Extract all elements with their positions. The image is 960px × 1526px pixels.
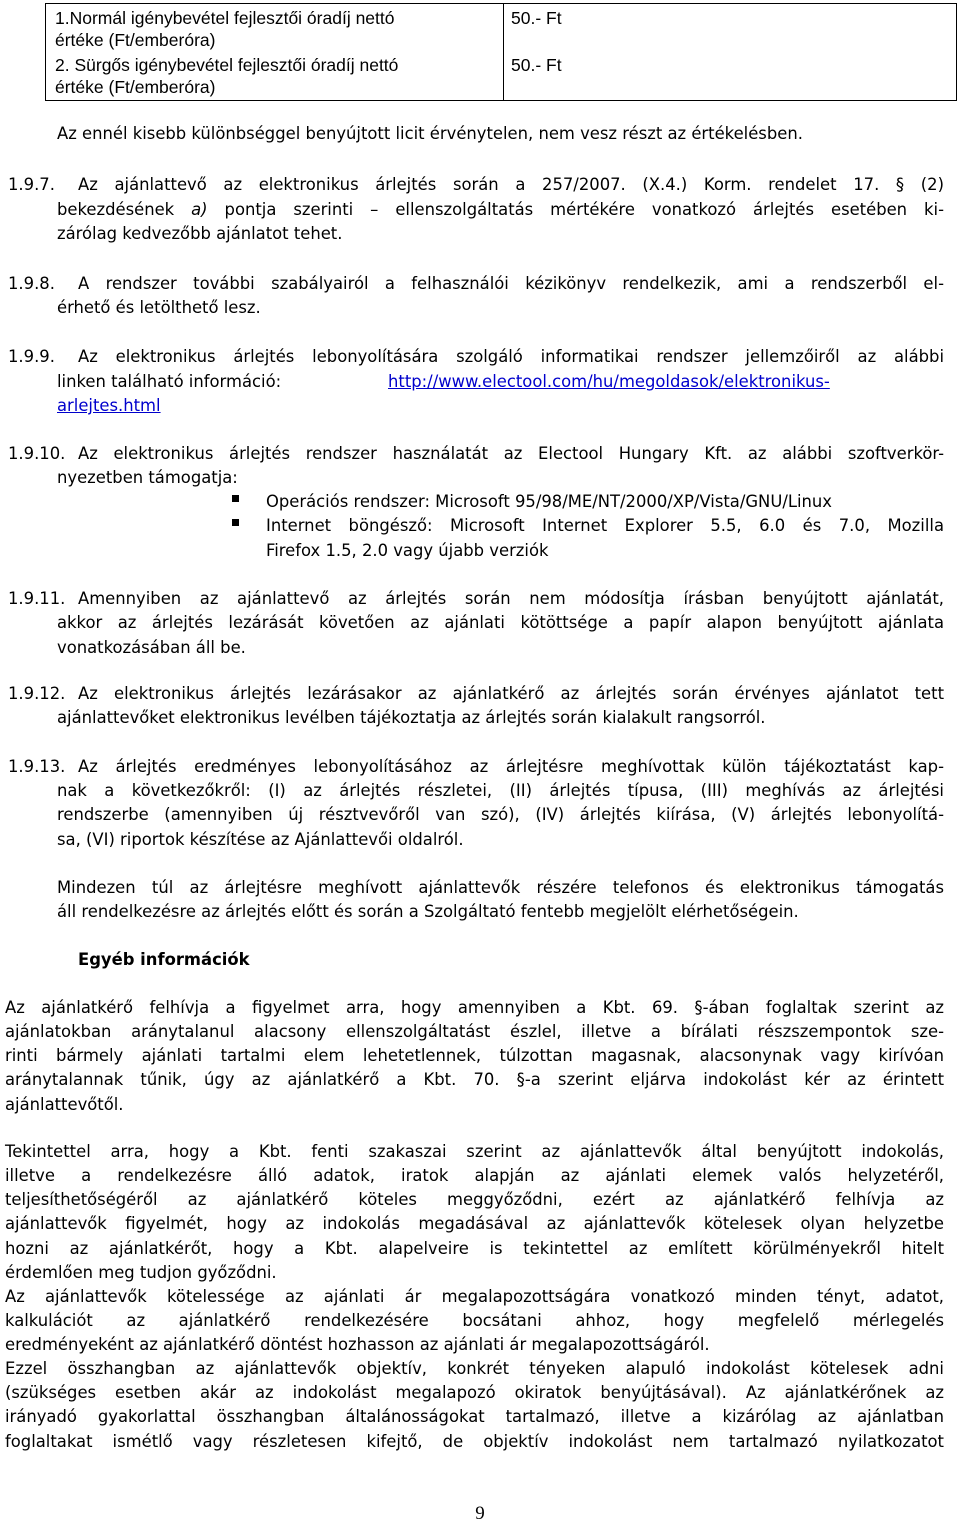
section-text: Az elektronikus árlejtés lezárásakor az ajánlatkérő az árlejtés során érvényes ajánlatot tett	[78, 684, 944, 703]
square-bullet-icon	[232, 519, 239, 526]
section-text: Az elektronikus árlejtés rendszer használatát az Electool Hungary Kft. az alábbi szoftverkör-	[78, 444, 944, 463]
section-text: rendszerbe (amennyiben új résztvevőről van szó), (IV) árlejtés kiírása, (V) árlejtés lebonyolítá-	[57, 805, 944, 824]
section-text: linken található információ:	[57, 372, 282, 391]
electool-link[interactable]: http://www.electool.com/hu/megoldasok/elektronikus-	[388, 372, 830, 391]
table-divider	[503, 4, 504, 100]
section-text: Az elektronikus árlejtés lebonyolítására szolgáló informatikai rendszer jellemzőiről az alábbi	[78, 347, 944, 366]
section-text: bekezdésének a) pontja szerinti – ellenszolgáltatás mértékére vonatkozó árlejtés esetében ki-	[57, 200, 944, 219]
paragraph-line: (szükséges esetben akár az indokolást megalapozó okiratok benyújtásával). Az ajánlatkérőnek az	[5, 1383, 944, 1402]
paragraph-line: áll rendelkezésre az árlejtés előtt és során a Szolgáltató fentebb megjelölt elérhetőségein.	[57, 902, 799, 921]
paragraph-line: eredményeként az ajánlatkérő döntést hozhasson az ajánlati ár megalapozottságáról.	[5, 1335, 710, 1354]
section-number: 1.9.9.	[8, 347, 55, 366]
bullet-text: Firefox 1.5, 2.0 vagy újabb verziók	[266, 541, 549, 560]
paragraph-line: aránytalannak tűnik, úgy az ajánlatkérő a Kbt. 70. §-a szerint eljárva indokolást kér az érintett	[5, 1070, 944, 1089]
other-info-heading: Egyéb információk	[78, 950, 250, 969]
table-row-2-value: 50.- Ft	[511, 55, 562, 75]
section-number: 1.9.8.	[8, 274, 55, 293]
electool-link-continued[interactable]: arlejtes.html	[57, 396, 161, 415]
paragraph-line: Tekintettel arra, hogy a Kbt. fenti szakaszai szerint az ajánlattevők által benyújtott indokolás,	[5, 1142, 944, 1161]
section-text: Az ajánlattevő az elektronikus árlejtés során a 257/2007. (X.4.) Korm. rendelet 17. § (2)	[78, 175, 944, 194]
section-number: 1.9.12.	[8, 684, 66, 703]
table-row-1-label: 1.Normál igénybevétel fejlesztői óradíj nettó értéke (Ft/emberóra)	[55, 8, 395, 50]
bid-note: Az ennél kisebb különbséggel benyújtott licit érvénytelen, nem vesz részt az értékelésben.	[57, 124, 803, 143]
bullet-text: Internet böngésző: Microsoft Internet Explorer 5.5, 6.0 és 7.0, Mozilla	[266, 516, 944, 535]
paragraph-line: Az ajánlatkérő felhívja a figyelmet arra, hogy amennyiben a Kbt. 69. §-ában foglaltak szerint az	[5, 998, 944, 1017]
paragraph-line: teljesíthetőségéről az ajánlatkérő köteles meggyőződni, ezért az ajánlatkérő felhívja az	[5, 1190, 944, 1209]
paragraph-line: Ezzel összhangban az ajánlattevők objektív, konkrét tényeken alapuló indokolást kötelesek adni	[5, 1359, 944, 1378]
section-number: 1.9.7.	[8, 175, 55, 194]
section-number: 1.9.13.	[8, 757, 66, 776]
section-text: Az árlejtés eredményes lebonyolításához az árlejtésre meghívottak külön tájékoztatást kap-	[78, 757, 944, 776]
paragraph-line: érdemlően meg tudjon győződni.	[5, 1263, 277, 1282]
paragraph-line: illetve a rendelkezésre álló adatok, iratok alapján az ajánlati elemek valós helyzetéről,	[5, 1166, 944, 1185]
paragraph-line: ajánlattevőtől.	[5, 1095, 124, 1114]
section-text: Amennyiben az ajánlattevő az árlejtés során nem módosítja írásban benyújtott ajánlatát,	[78, 589, 944, 608]
section-number: 1.9.11.	[8, 589, 66, 608]
section-text: sa, (VI) riportok készítése az Ajánlattevői oldalról.	[57, 830, 464, 849]
section-text: nyezetben támogatja:	[57, 468, 238, 487]
table-row-2-label: 2. Sürgős igénybevétel fejlesztői óradíj nettó értéke (Ft/emberóra)	[55, 55, 399, 97]
table-row-1-value: 50.- Ft	[511, 8, 562, 28]
bullet-text: Operációs rendszer: Microsoft 95/98/ME/NT/2000/XP/Vista/GNU/Linux	[266, 492, 833, 511]
section-text: vonatkozásában áll be.	[57, 638, 246, 657]
paragraph-line: foglaltakat ismétlő vagy részletesen kifejtő, de objektív indokolást nem tartalmazó nyilatkozatot	[5, 1432, 944, 1451]
section-text: nak a következőkről: (I) az árlejtés részletei, (II) árlejtés típusa, (III) meghívás az árlejtési	[57, 781, 944, 800]
paragraph-line: ajánlattevők figyelmét, hogy az indokolás megadásával az ajánlattevők kötelesek olyan helyzetbe	[5, 1214, 944, 1233]
paragraph-line: ajánlatokban aránytalanul alacsony ellenszolgáltatást észlel, illetve a bírálati részszempontok sze-	[5, 1022, 944, 1041]
paragraph-line: irányadó gyakorlattal összhangban általánosságokat tartalmazó, illetve a kizárólag az ajánlatban	[5, 1407, 944, 1426]
section-text: érhető és letölthető lesz.	[57, 298, 261, 317]
page-number: 9	[475, 1503, 485, 1524]
paragraph-line: rinti bármely ajánlati tartalmi elem lehetetlennek, túlzottan magasnak, alacsonynak vagy kirívóan	[5, 1046, 944, 1065]
paragraph-line: hozni az ajánlatkérőt, hogy a Kbt. alapelveire is tekintettel az említett körülményekről hitelt	[5, 1239, 944, 1258]
section-number: 1.9.10.	[8, 444, 66, 463]
section-text: ajánlattevőket elektronikus levélben tájékoztatja az árlejtés során kialakult rangsorról.	[57, 708, 766, 727]
section-text: akkor az árlejtés lezárását követően az ajánlati kötöttsége a papír alapon benyújtott ajánlata	[57, 613, 944, 632]
square-bullet-icon	[232, 495, 239, 502]
paragraph-line: Az ajánlattevők kötelessége az ajánlati ár megalapozottságára vonatkozó minden tényt, adatot,	[5, 1287, 944, 1306]
section-text: A rendszer további szabályairól a felhasználói kézikönyv rendelkezik, ami a rendszerből el-	[78, 274, 944, 293]
paragraph-line: Mindezen túl az árlejtésre meghívott ajánlattevők részére telefonos és elektronikus támogatás	[57, 878, 944, 897]
section-text: zárólag kedvezőbb ajánlatot tehet.	[57, 224, 343, 243]
paragraph-line: kalkulációt az ajánlatkérő rendelkezésére bocsátani ahhoz, hogy megfelelő mérlegelés	[5, 1311, 944, 1330]
fee-table	[45, 3, 957, 101]
